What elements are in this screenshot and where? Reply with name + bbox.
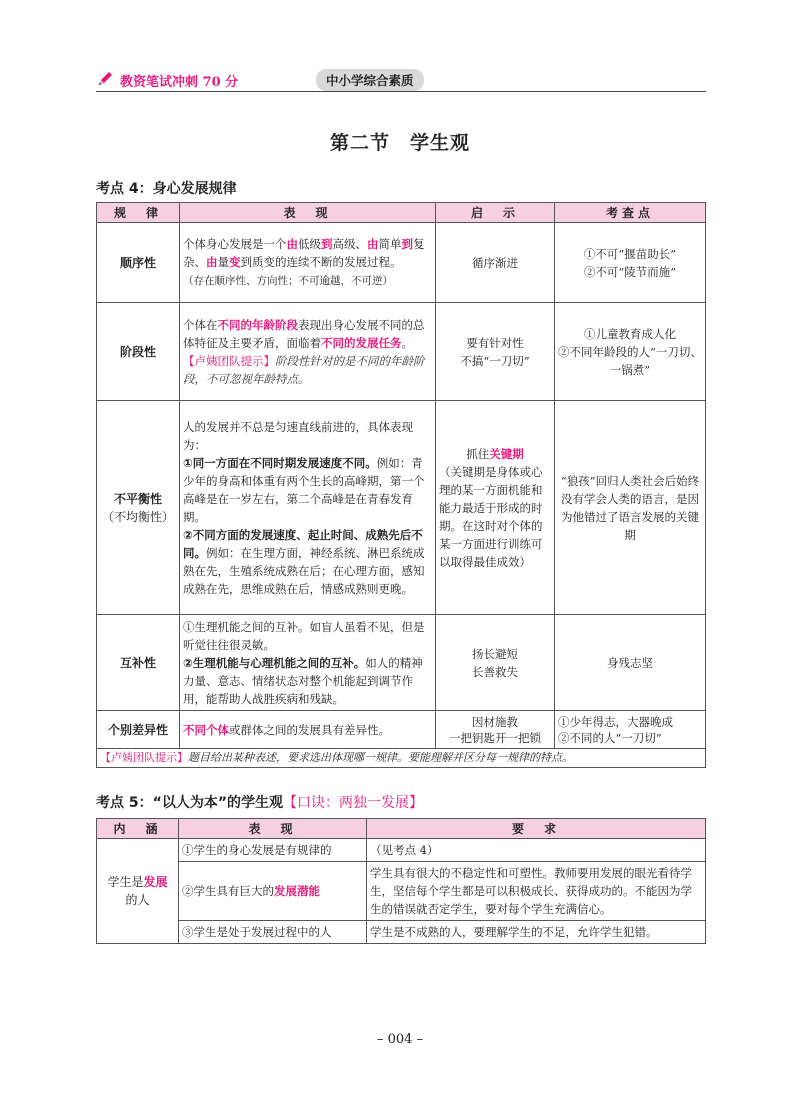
rule-exam-point: ①儿童教育成人化 ②不同年龄段的人“一刀切、一锅煮” — [555, 303, 706, 401]
performance-cell: ③学生是处于发展过程中的人 — [179, 921, 367, 944]
rule-exam-point: ①不可“揠苗助长” ②不可“陵节而施” — [555, 223, 706, 303]
col-header-requirement: 要 求 — [367, 819, 706, 839]
col-header-connotation: 内 涵 — [97, 819, 179, 839]
rule-description: 不同个体或群体之间的发展具有差异性。 — [180, 711, 436, 749]
col-header-performance: 表 现 — [180, 203, 436, 223]
requirement-cell: 学生具有很大的不稳定性和可塑性。教师要用发展的眼光看待学生，坚信每个学生都是可以积极成长、获得成功的。不能因为学生的错误就否定学生，要对每个学生充满信心。 — [367, 862, 706, 921]
col-header-performance: 表 现 — [179, 819, 367, 839]
kp5-title: 考点 5：“以人为本”的学生观【口诀：两独一发展】 — [96, 795, 424, 811]
rule-name: 个别差异性 — [97, 711, 180, 749]
table-footnote-row — [97, 749, 706, 768]
table-row — [97, 223, 706, 303]
running-header — [96, 68, 706, 92]
rule-description: ①生理机能之间的互补。如盲人虽看不见，但是听觉往往很灵敏。 ②生理机能与心理机能之间的互补。如人的精神力量、意志、情绪状态对整个机能起到调节作用，能帮助人战胜疾病和残缺。 — [180, 615, 436, 711]
rule-insight: 抓住关键期 （关键期是身体或心理的某一方面机能和能力最适于形成的时期。在这时对个体的某一方面进行训练可以取得最佳成效） — [436, 401, 555, 615]
table-row — [97, 921, 706, 944]
table-row — [97, 711, 706, 749]
table-row — [97, 303, 706, 401]
rule-insight: 循序渐进 — [436, 223, 555, 303]
rule-insight: 因材施教 一把钥匙开一把锁 — [436, 711, 555, 749]
table-row — [97, 401, 706, 615]
header-subject-pill: 中小学综合素质 — [316, 69, 424, 91]
requirement-cell: 学生是不成熟的人，要理解学生的不足，允许学生犯错。 — [367, 921, 706, 944]
rule-description: 个体身心发展是一个由低级到高级、由简单到复杂、由量变到质变的连续不断的发展过程。 （存在顺序性、方向性；不可逾越，不可逆） — [180, 223, 436, 303]
header-brand: 教资笔试冲刺 70 分 — [120, 75, 239, 90]
rule-description: 人的发展并不总是匀速直线前进的，具体表现为： ①同一方面在不同时期发展速度不同。例如：青少年的身高和体重有两个生长的高峰期，第一个高峰是在一岁左右，第二个高峰是在青春发育期。 ②不同方面的发展速度、起止时间、成熟先后不同。例如：在生理方面，神经系统、淋巴系统成熟在先，生殖系统成熟在后；在心理方面，感知成熟在先，思维成熟在后，情感成熟则更晚。 — [180, 401, 436, 615]
rule-exam-point: ①少年得志，大器晚成 ②不同的人“一刀切” — [555, 711, 706, 749]
connotation-cell: 学生是发展 的人 — [97, 839, 179, 944]
performance-cell: ①学生的身心发展是有规律的 — [179, 839, 367, 862]
table-footnote: 【卢姨团队提示】题目给出某种表述，要求选出体现哪一规律。要能理解并区分每一规律的特点。 — [97, 749, 706, 768]
col-header-insight: 启 示 — [436, 203, 555, 223]
table-header-row — [97, 819, 706, 839]
development-rules-table — [96, 202, 706, 768]
rule-name: 顺序性 — [97, 223, 180, 303]
rule-description: 个体在不同的年龄阶段表现出身心发展不同的总体特征及主要矛盾，面临着不同的发展任务。 【卢姨团队提示】阶段性针对的是不同的年龄阶段，不可忽视年龄特点。 — [180, 303, 436, 401]
table-row — [97, 862, 706, 921]
student-view-table — [96, 818, 706, 944]
table-row — [97, 839, 706, 862]
mnemonic-tip: 【口诀：两独一发展】 — [283, 795, 424, 811]
col-header-exam-point: 考查点 — [555, 203, 706, 223]
col-header-rule: 规 律 — [97, 203, 180, 223]
section-title: 第二节 学生观 — [329, 132, 470, 154]
rule-exam-point: 身残志坚 — [555, 615, 706, 711]
table-row — [97, 615, 706, 711]
rule-insight: 要有针对性 不搞“一刀切” — [436, 303, 555, 401]
page-number: – 004 – — [376, 1032, 424, 1047]
header-rule — [96, 91, 706, 92]
table-header-row — [97, 203, 706, 223]
rule-insight: 扬长避短 长善救失 — [436, 615, 555, 711]
rule-name: 互补性 — [97, 615, 180, 711]
rule-name: 不平衡性 （不均衡性） — [97, 401, 180, 615]
team-tip: 【卢姨团队提示】阶段性针对的是不同的年龄阶段，不可忽视年龄特点。 — [183, 353, 425, 386]
pencil-icon — [96, 70, 114, 88]
requirement-cell: （见考点 4） — [367, 839, 706, 862]
performance-cell: ②学生具有巨大的发展潜能 — [179, 862, 367, 921]
kp4-title: 考点 4：身心发展规律 — [96, 181, 237, 197]
rule-exam-point: “狼孩”回归人类社会后始终没有学会人类的语言，是因为他错过了语言发展的关键期 — [555, 401, 706, 615]
rule-note: （存在顺序性、方向性；不可逾越，不可逆） — [183, 275, 393, 287]
rule-name: 阶段性 — [97, 303, 180, 401]
